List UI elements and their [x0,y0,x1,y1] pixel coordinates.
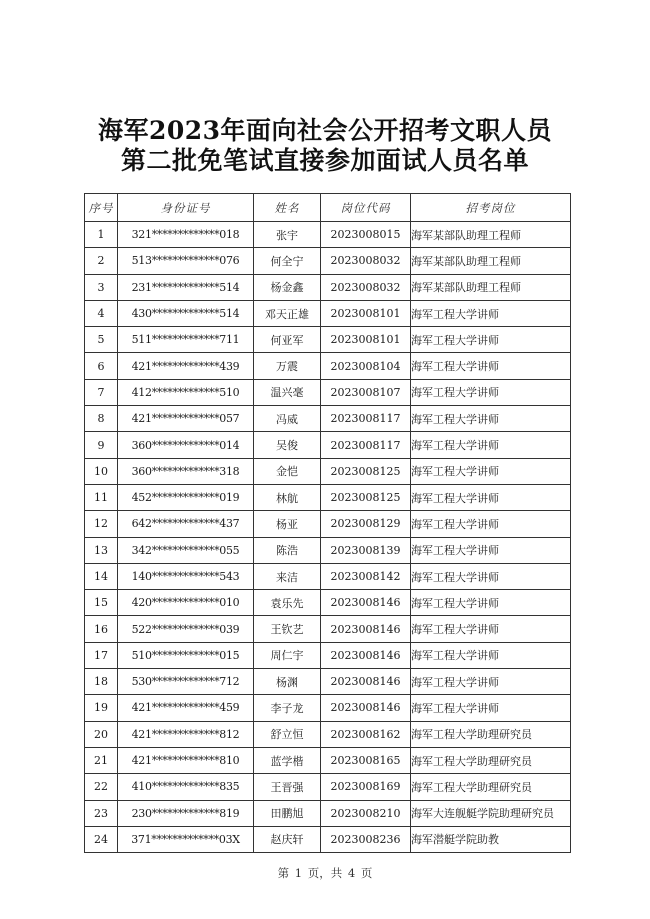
cell-serial-number: 14 [85,563,118,589]
cell-position-code: 2023008032 [321,248,411,274]
table-row [85,616,571,642]
header-serial-number: 序号 [85,194,118,222]
cell-serial-number: 6 [85,353,118,379]
page-number: 第 1 页，共 4 页 [277,866,373,880]
cell-id-number: 421*************810 [118,747,254,773]
cell-position: 海军某部队助理工程师 [411,222,571,248]
document-title-line-1: 海军2023年面向社会公开招考文职人员 [97,116,553,145]
cell-serial-number: 4 [85,300,118,326]
cell-position-code: 2023008117 [321,406,411,432]
cell-id-number: 360*************014 [118,432,254,458]
table-row [85,747,571,773]
cell-position: 海军工程大学讲师 [411,537,571,563]
cell-position-code: 2023008162 [321,721,411,747]
cell-id-number: 420*************010 [118,590,254,616]
cell-name: 林航 [254,484,321,510]
cell-id-number: 430*************514 [118,300,254,326]
cell-position: 海军工程大学讲师 [411,642,571,668]
cell-id-number: 510*************015 [118,642,254,668]
table-row [85,458,571,484]
cell-position-code: 2023008101 [321,327,411,353]
cell-name: 温兴毫 [254,379,321,405]
cell-id-number: 421*************057 [118,406,254,432]
cell-position-code: 2023008146 [321,590,411,616]
table-row [85,274,571,300]
table-row [85,590,571,616]
cell-id-number: 513*************076 [118,248,254,274]
cell-serial-number: 2 [85,248,118,274]
cell-id-number: 371*************03X [118,826,254,852]
cell-position: 海军某部队助理工程师 [411,248,571,274]
cell-id-number: 421*************439 [118,353,254,379]
cell-id-number: 530*************712 [118,669,254,695]
cell-position: 海军工程大学助理研究员 [411,747,571,773]
table-body [85,222,571,853]
table-row [85,721,571,747]
cell-serial-number: 20 [85,721,118,747]
cell-name: 蓝学楷 [254,747,321,773]
table-row [85,406,571,432]
cell-serial-number: 7 [85,379,118,405]
table-row [85,563,571,589]
cell-id-number: 642*************437 [118,511,254,537]
cell-name: 周仁宇 [254,642,321,668]
cell-serial-number: 12 [85,511,118,537]
cell-name: 何亚军 [254,327,321,353]
cell-name: 田鹏旭 [254,800,321,826]
cell-id-number: 410*************835 [118,774,254,800]
cell-position: 海军工程大学讲师 [411,432,571,458]
cell-position-code: 2023008146 [321,642,411,668]
cell-serial-number: 10 [85,458,118,484]
cell-position-code: 2023008125 [321,484,411,510]
cell-position-code: 2023008165 [321,747,411,773]
cell-serial-number: 16 [85,616,118,642]
cell-position: 海军工程大学讲师 [411,563,571,589]
cell-serial-number: 15 [85,590,118,616]
cell-id-number: 511*************711 [118,327,254,353]
cell-position-code: 2023008107 [321,379,411,405]
cell-id-number: 421*************812 [118,721,254,747]
cell-name: 李子龙 [254,695,321,721]
cell-position-code: 2023008210 [321,800,411,826]
cell-name: 杨亚 [254,511,321,537]
table-row [85,695,571,721]
cell-position-code: 2023008129 [321,511,411,537]
table-row [85,327,571,353]
cell-position: 海军工程大学讲师 [411,669,571,695]
cell-position: 海军工程大学讲师 [411,511,571,537]
cell-serial-number: 21 [85,747,118,773]
table-row [85,669,571,695]
cell-position: 海军工程大学讲师 [411,300,571,326]
cell-name: 张宇 [254,222,321,248]
cell-id-number: 140*************543 [118,563,254,589]
header-position-code: 岗位代码 [321,194,411,222]
cell-serial-number: 17 [85,642,118,668]
table-row [85,300,571,326]
table-row [85,353,571,379]
cell-position: 海军工程大学讲师 [411,327,571,353]
cell-position-code: 2023008117 [321,432,411,458]
cell-position-code: 2023008169 [321,774,411,800]
candidate-table [84,193,571,853]
table-row [85,642,571,668]
cell-name: 杨渊 [254,669,321,695]
cell-serial-number: 23 [85,800,118,826]
cell-serial-number: 1 [85,222,118,248]
cell-serial-number: 18 [85,669,118,695]
cell-name: 金恺 [254,458,321,484]
cell-position: 海军工程大学助理研究员 [411,721,571,747]
table-row [85,826,571,852]
cell-serial-number: 13 [85,537,118,563]
cell-position-code: 2023008146 [321,669,411,695]
cell-position-code: 2023008139 [321,537,411,563]
table-row [85,379,571,405]
cell-name: 王晋强 [254,774,321,800]
cell-serial-number: 22 [85,774,118,800]
cell-serial-number: 5 [85,327,118,353]
cell-id-number: 421*************459 [118,695,254,721]
cell-name: 冯威 [254,406,321,432]
cell-id-number: 321*************018 [118,222,254,248]
table-row [85,432,571,458]
cell-serial-number: 3 [85,274,118,300]
document-title-line-2: 第二批免笔试直接参加面试人员名单 [120,146,529,175]
cell-name: 来洁 [254,563,321,589]
cell-id-number: 360*************318 [118,458,254,484]
cell-serial-number: 8 [85,406,118,432]
cell-position: 海军工程大学讲师 [411,590,571,616]
cell-position: 海军工程大学讲师 [411,695,571,721]
cell-position: 海军工程大学讲师 [411,379,571,405]
header-position: 招考岗位 [411,194,571,222]
cell-position: 海军工程大学讲师 [411,353,571,379]
cell-position: 海军工程大学讲师 [411,458,571,484]
cell-name: 王钦艺 [254,616,321,642]
cell-name: 袁乐先 [254,590,321,616]
cell-name: 舒立恒 [254,721,321,747]
cell-id-number: 230*************819 [118,800,254,826]
cell-position: 海军潜艇学院助教 [411,826,571,852]
cell-name: 陈浩 [254,537,321,563]
cell-name: 吴俊 [254,432,321,458]
table-row [85,511,571,537]
cell-position-code: 2023008236 [321,826,411,852]
table-row [85,774,571,800]
cell-id-number: 231*************514 [118,274,254,300]
cell-id-number: 522*************039 [118,616,254,642]
table-header-row [85,194,571,222]
table-row [85,800,571,826]
cell-name: 万震 [254,353,321,379]
header-name: 姓名 [254,194,321,222]
cell-id-number: 452*************019 [118,484,254,510]
table-row [85,248,571,274]
cell-position: 海军工程大学讲师 [411,406,571,432]
cell-position: 海军工程大学讲师 [411,484,571,510]
cell-position-code: 2023008125 [321,458,411,484]
cell-position: 海军某部队助理工程师 [411,274,571,300]
cell-position: 海军大连舰艇学院助理研究员 [411,800,571,826]
cell-position: 海军工程大学助理研究员 [411,774,571,800]
table-row [85,484,571,510]
cell-serial-number: 9 [85,432,118,458]
cell-position-code: 2023008104 [321,353,411,379]
cell-name: 赵庆轩 [254,826,321,852]
cell-name: 邓天正雄 [254,300,321,326]
cell-position-code: 2023008015 [321,222,411,248]
header-id-number: 身份证号 [118,194,254,222]
cell-position-code: 2023008146 [321,695,411,721]
table-row [85,537,571,563]
cell-name: 杨金鑫 [254,274,321,300]
cell-id-number: 412*************510 [118,379,254,405]
cell-position-code: 2023008142 [321,563,411,589]
cell-serial-number: 24 [85,826,118,852]
table-row [85,222,571,248]
cell-position: 海军工程大学讲师 [411,616,571,642]
cell-id-number: 342*************055 [118,537,254,563]
cell-serial-number: 11 [85,484,118,510]
cell-position-code: 2023008101 [321,300,411,326]
cell-position-code: 2023008146 [321,616,411,642]
cell-name: 何全宁 [254,248,321,274]
cell-serial-number: 19 [85,695,118,721]
cell-position-code: 2023008032 [321,274,411,300]
